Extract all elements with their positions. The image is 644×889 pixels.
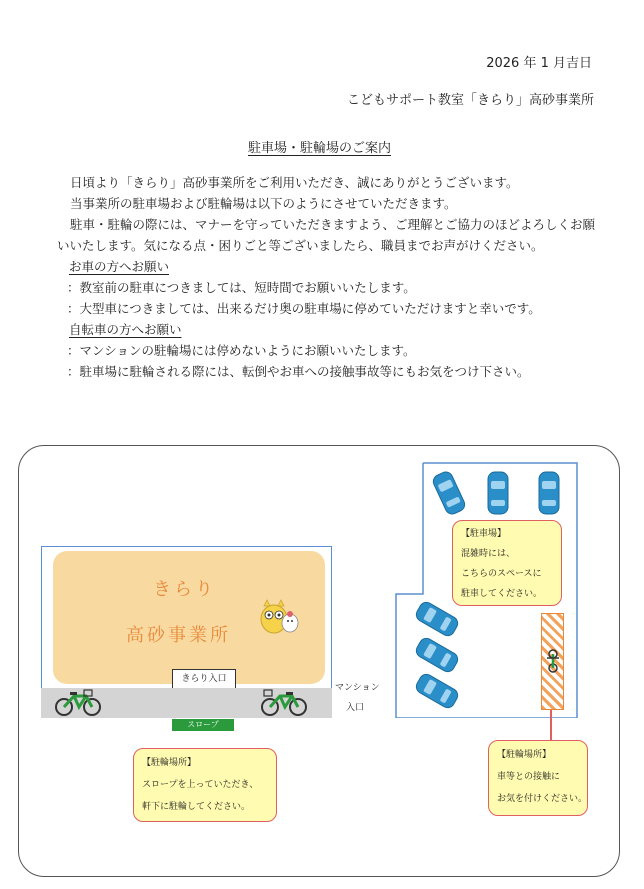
kirari-entrance-label: きらり入口 bbox=[172, 669, 236, 689]
document-title: 駐車場・駐輪場のご案内 bbox=[248, 141, 392, 156]
car-item: ：教室前の駐車につきましては、短時間でお願いいたします。 bbox=[67, 280, 416, 295]
mansion-entrance-label-2: 入口 bbox=[346, 703, 365, 713]
car-icon bbox=[430, 468, 468, 518]
organization-name: こどもサポート教室「きらり」高砂事業所 bbox=[346, 93, 594, 108]
body-text bbox=[57, 172, 597, 382]
parking-note-line: 駐車してください。 bbox=[461, 589, 543, 599]
parking-note-title: 【駐車場】 bbox=[461, 529, 507, 539]
car-icon bbox=[534, 468, 564, 518]
paragraph-manners: 駐車・駐輪の際には、マナーを守っていただきますよう、ご理解とご協力のほどよろしくお願いいたします。気になる点・困りごと等ございましたら、職員までお声がけください。 bbox=[57, 217, 596, 253]
car-icon bbox=[412, 600, 462, 638]
parking-note-line: こちらのスペースに bbox=[461, 569, 542, 579]
parking-note-line: 混雑時には、 bbox=[461, 549, 516, 559]
document-date: 2026 年 1 月吉日 bbox=[486, 56, 592, 71]
bike-note-line: 軒下に駐輪してください。 bbox=[142, 802, 251, 812]
bike-item: ：マンションの駐輪場には停めないようにお願いいたします。 bbox=[67, 343, 416, 358]
mansion-entrance-label: マンション bbox=[335, 683, 380, 693]
bike-item: ：駐車場に駐輪される際には、転倒やお車への接触事故等にもお気をつけ下さい。 bbox=[67, 364, 530, 379]
car-icon bbox=[412, 636, 462, 674]
bike-contact-note bbox=[488, 740, 588, 816]
note-leader-line bbox=[550, 710, 552, 741]
paragraph-intro: 当事業所の駐車場および駐輪場は以下のようにさせていただきます。 bbox=[70, 196, 457, 211]
slope-label: スロープ bbox=[172, 719, 234, 731]
contact-note-line: 車等との接触に bbox=[497, 772, 561, 782]
bike-note-title: 【駐輪場所】 bbox=[142, 758, 197, 768]
bicycle-icon bbox=[54, 687, 104, 717]
building-name: きらり bbox=[153, 579, 216, 600]
contact-note-line: お気を付けください。 bbox=[497, 794, 588, 804]
bicycle-icon bbox=[543, 648, 563, 674]
car-item: ：大型車につきましては、出来るだけ奥の駐車場に停めていただけますと幸いです。 bbox=[67, 301, 541, 316]
car-icon bbox=[483, 468, 513, 518]
car-icon bbox=[412, 672, 462, 710]
bike-parking-note bbox=[133, 748, 277, 822]
parking-note bbox=[452, 520, 562, 606]
car-section-heading: お車の方へお願い bbox=[69, 259, 170, 274]
bike-section-heading: 自転車の方へお願い bbox=[69, 322, 182, 337]
bike-note-line: スロープを上っていただき、 bbox=[142, 780, 259, 790]
mascot-icon bbox=[254, 597, 302, 635]
bicycle-icon bbox=[260, 687, 310, 717]
paragraph-greeting: 日頃より「きらり」高砂事業所をご利用いただき、誠にありがとうございます。 bbox=[70, 175, 519, 190]
contact-note-title: 【駐輪場所】 bbox=[497, 750, 552, 760]
building-office-name: 高砂事業所 bbox=[126, 625, 231, 646]
